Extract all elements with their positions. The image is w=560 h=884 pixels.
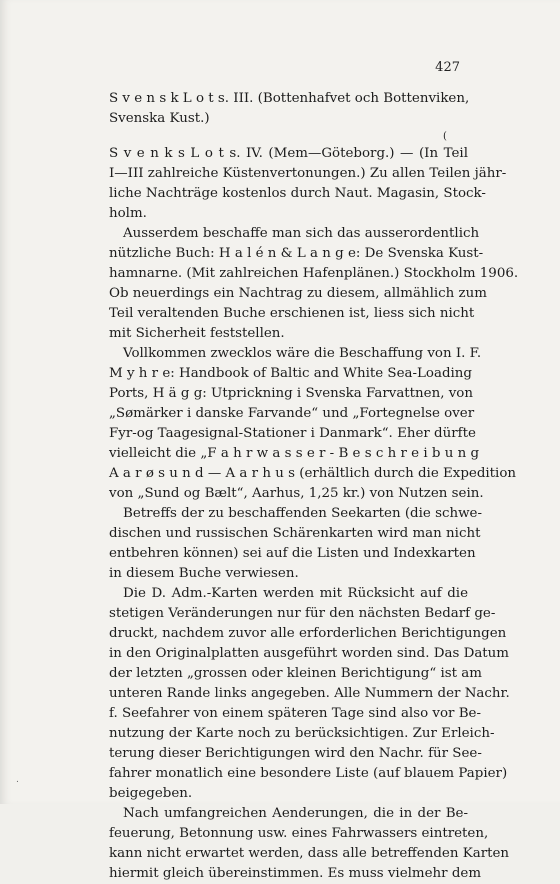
text-line-30: unteren Rande links angegeben. Alle Nummern der Nachr. — [109, 686, 510, 701]
text-line-14: M y h r e: Handbook of Baltic and White Sea-Loading — [109, 366, 473, 381]
text-line-36: Nach umfangreichen Aenderungen, die in der Be- — [123, 806, 468, 821]
text-line-17: Fyr-og Taagesignal-Stationer i Danmark“. Eher dürfte — [109, 426, 476, 441]
text-line-15: Ports, H ä g g: Utprickning i Svenska Farvattnen, von — [109, 386, 473, 401]
text-line-20: von „Sund og Bælt“, Aarhus, 1,25 kr.) von Nutzen sein. — [109, 486, 484, 501]
text-line-29: der letzten „grossen oder kleinen Berichtigung“ ist am — [109, 666, 482, 681]
text-line-10: Ob neuerdings ein Nachtrag zu diesem, allmählich zum — [109, 286, 487, 301]
text-line-09: hamnarne. (Mit zahlreichen Hafenplänen.) Stockholm 1906. — [109, 266, 519, 281]
text-line-06: holm. — [109, 206, 147, 221]
text-line-12: mit Sicherheit feststellen. — [109, 326, 285, 341]
text-line-16: „Sømärker i danske Farvande“ und „Fortegnelse over — [109, 406, 475, 421]
margin-mark: . — [16, 775, 19, 785]
text-line-19: A a r ø s u n d — A a r h u s (erhältlich durch die Expedition — [109, 466, 517, 481]
text-line-04: I—III zahlreiche Küstenvertonungen.) Zu allen Teilen jähr- — [109, 166, 507, 181]
body-text — [109, 89, 519, 884]
text-line-31: f. Seefahrer von einem späteren Tage sind also vor Be- — [109, 706, 481, 721]
text-line-05: liche Nachträge kostenlos durch Naut. Magasin, Stock- — [109, 186, 486, 201]
text-line-07: Ausserdem beschaffe man sich das ausserordentlich — [123, 226, 480, 241]
text-line-11: Teil veraltenden Buche erschienen ist, liess sich nicht — [109, 306, 475, 321]
text-line-01: S v e n s k L o t s. III. (Bottenhafvet och Bottenviken, — [109, 91, 470, 106]
text-line-38: kann nicht erwartet werden, dass alle betreffenden Karten — [109, 846, 510, 861]
text-line-23: entbehren können) sei auf die Listen und Indexkarten — [109, 546, 476, 561]
text-line-28: in den Originalplatten ausgeführt worden sind. Das Datum — [109, 646, 510, 661]
text-line-39: hiermit gleich übereinstimmen. Es muss vielmehr dem — [109, 866, 482, 881]
text-line-33: terung dieser Berichtigungen wird den Nachr. für See- — [109, 746, 482, 761]
text-line-13: Vollkommen zwecklos wäre die Beschaffung von I. F. — [123, 346, 482, 361]
text-line-21: Betreffs der zu beschaffenden Seekarten (die schwe- — [123, 506, 482, 521]
text-line-37: feuerung, Betonnung usw. eines Fahrwassers eintreten, — [109, 826, 489, 841]
text-line-35: beigegeben. — [109, 786, 193, 801]
stray-mark: ( — [443, 131, 447, 142]
text-line-27: druckt, nachdem zuvor alle erforderlichen Berichtigungen — [109, 626, 507, 641]
text-line-34: fahrer monatlich eine besondere Liste (auf blauem Papier) — [109, 766, 508, 781]
text-line-32: nutzung der Karte noch zu berücksichtigen. Zur Erleich- — [109, 726, 495, 741]
text-line-18: vielleicht die „F a h r w a s s e r - B e s c h r e i b u n g — [109, 446, 480, 461]
text-line-08: nützliche Buch: H a l é n & L a n g e: De Svenska Kust- — [109, 246, 484, 261]
text-line-25: Die D. Adm.-Karten werden mit Rücksicht auf die — [123, 586, 468, 601]
page-number: 427 — [435, 60, 460, 75]
text-line-03: S v e n k s L o t s. IV. (Mem—Göteborg.) — (In Teil — [109, 146, 468, 161]
text-line-24: in diesem Buche verwiesen. — [109, 566, 299, 581]
text-line-02: Svenska Kust.) — [109, 111, 210, 126]
text-line-22: dischen und russischen Schärenkarten wird man nicht — [109, 526, 481, 541]
text-line-26: stetigen Veränderungen nur für den nächsten Bedarf ge- — [109, 606, 496, 621]
